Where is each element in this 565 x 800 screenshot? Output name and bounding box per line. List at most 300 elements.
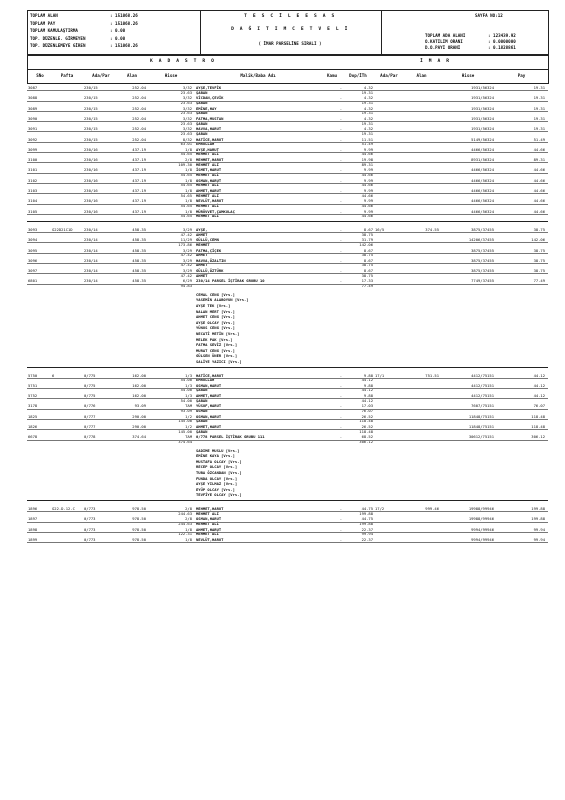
cell-adapar: 0/775 bbox=[84, 372, 96, 378]
cell-pay: 44.66 bbox=[533, 198, 545, 204]
cell-kamu: - bbox=[339, 413, 342, 419]
cell-pay: 38.75 bbox=[533, 247, 545, 253]
cell-alan: 437.19 bbox=[132, 188, 146, 193]
cell-hisse-area: 173.86 bbox=[178, 241, 192, 247]
cell-hisse-frac: 11/29 bbox=[180, 237, 192, 243]
cell-baba: AHMET bbox=[196, 252, 208, 258]
column-header-ada-par: Ada/Par bbox=[380, 73, 398, 78]
row-rule bbox=[27, 253, 548, 254]
cell-alan: 437.19 bbox=[132, 157, 146, 163]
cell-sno: 3097 bbox=[28, 268, 38, 274]
group-separator bbox=[27, 367, 548, 368]
cell-malik: AHMET,HARUT bbox=[196, 424, 222, 429]
row-rule bbox=[27, 173, 548, 174]
cell-pay: 99.94 bbox=[533, 536, 545, 542]
cell-imar-adapar: 16/5 bbox=[375, 226, 385, 232]
heir-name: SALİYE YAZICI [Vrs.] bbox=[196, 358, 242, 364]
cell-hisse-area: 54.00 bbox=[180, 397, 192, 403]
column-header-ada-par: Ada/Par bbox=[92, 73, 110, 78]
row-rule bbox=[27, 111, 548, 112]
summary-left-value: : 0.00 bbox=[110, 35, 126, 41]
cell-imar-hisse: 4466/56324 bbox=[471, 146, 494, 152]
cell-malik: İSMET,HARUT bbox=[196, 167, 222, 173]
cell-sno: 3095 bbox=[28, 247, 38, 253]
cell-dop: 26.52 bbox=[361, 413, 373, 419]
row-rule bbox=[27, 542, 548, 543]
cell-pay: 44.66 bbox=[533, 167, 545, 173]
heir-name: YASEMİN ALABOYUN [Vrs.] bbox=[196, 297, 249, 303]
cell-dop: 68.52 bbox=[361, 434, 373, 440]
cell-malik: AHMET,HARUT bbox=[196, 188, 222, 193]
row-rule bbox=[27, 193, 548, 194]
row-rule bbox=[27, 242, 548, 243]
cell-imar-hisse: 14206/37455 bbox=[468, 237, 494, 243]
row-rule bbox=[27, 409, 548, 410]
column-header-pafta: Pafta bbox=[60, 73, 74, 78]
cell-pay: 199.88 bbox=[531, 506, 545, 511]
cell-hisse-area: 54.65 bbox=[180, 172, 192, 177]
cell-dop-net: 38.75 bbox=[361, 272, 373, 278]
cell-hisse-area: 63.01 bbox=[180, 141, 192, 147]
cell-hisse-frac: 1/8 bbox=[185, 526, 192, 532]
cell-malik: HATİCE,HARUT bbox=[196, 136, 224, 142]
cell-dop: 17.33 bbox=[361, 278, 373, 284]
cell-malik: OSMAN,HARUT bbox=[196, 177, 222, 183]
group-separator bbox=[27, 221, 548, 222]
cell-dop-net: 118.48 bbox=[359, 418, 373, 424]
heir-name: AYŞE YILMAZ [Vrs.] bbox=[196, 481, 238, 487]
cell-imar-hisse: 7607/75151 bbox=[471, 403, 494, 409]
cell-kamu: - bbox=[339, 516, 342, 522]
row-rule bbox=[27, 263, 548, 264]
summary-left-value: : 151068.26 bbox=[110, 13, 138, 18]
summary-left-label: TOPLAM KAMULAŞTIRMA bbox=[30, 28, 78, 33]
cell-adapar: 230/14 bbox=[84, 278, 98, 284]
cell-hisse-area: 122.31 bbox=[178, 531, 192, 537]
cell-baba: EMRULLAH bbox=[196, 141, 215, 147]
cell-dop: 4.32 bbox=[363, 115, 373, 121]
cell-malik: HAVVA,ÖZALTIN bbox=[196, 257, 226, 263]
cell-malik: AYŞE,HARUT bbox=[196, 146, 219, 152]
cell-pay: 142.06 bbox=[531, 237, 545, 243]
cell-hisse-area: 244.63 bbox=[178, 520, 192, 526]
cell-hisse-frac: 1/8 bbox=[185, 208, 192, 214]
cell-dop: 9.88 bbox=[363, 372, 373, 378]
cell-imar-hisse: 4466/56324 bbox=[471, 198, 494, 204]
cell-kamu: - bbox=[339, 536, 342, 542]
cell-adapar: 230/16 bbox=[84, 177, 98, 183]
cell-dop-net: 44.66 bbox=[361, 172, 373, 177]
heir-name: GÜLSEN ÜNER [Vrs.] bbox=[196, 353, 238, 359]
heir-name: EMİNE KAYA [Vrs.] bbox=[196, 453, 235, 459]
heir-name: SADIME MUSLU [Vrs.] bbox=[196, 447, 240, 453]
cell-kamu: - bbox=[339, 198, 342, 204]
cell-alan: 437.19 bbox=[132, 198, 146, 204]
cell-adapar: 230/15 bbox=[84, 115, 98, 121]
cell-hisse-area: 54.65 bbox=[180, 182, 192, 188]
cell-dop-net: 44.12 bbox=[361, 387, 373, 393]
cell-baba: ŞABAN bbox=[196, 387, 208, 393]
cell-dop: 9.99 bbox=[363, 188, 373, 193]
cell-hisse-area: 23.63 bbox=[180, 130, 192, 136]
cell-dop-net: 51.49 bbox=[361, 141, 373, 147]
cell-kamu: - bbox=[339, 257, 342, 263]
cell-sno: 1896 bbox=[28, 506, 38, 511]
cell-hisse-area: 47.42 bbox=[180, 252, 192, 258]
cell-sno: 1898 bbox=[28, 526, 38, 532]
cell-hisse-frac: 3/29 bbox=[182, 268, 192, 274]
cell-hisse-area: 23.63 bbox=[180, 110, 192, 116]
cell-dop: 19.98 bbox=[361, 157, 373, 163]
cell-alan: 458.35 bbox=[132, 268, 146, 274]
row-rule bbox=[27, 214, 548, 215]
cell-hisse-frac: 1/3 bbox=[185, 393, 192, 399]
cell-dop: 9.99 bbox=[363, 177, 373, 183]
cell-kamu: - bbox=[339, 226, 342, 232]
row-rule bbox=[27, 419, 548, 420]
cell-dop-net: 19.31 bbox=[361, 120, 373, 126]
cell-alan: 162.00 bbox=[132, 372, 146, 378]
cell-adapar: 0/773 bbox=[84, 506, 96, 511]
cell-dop: 9.88 bbox=[363, 382, 373, 388]
cell-kamu: - bbox=[339, 136, 342, 142]
cell-dop: 9.99 bbox=[363, 146, 373, 152]
cell-pay: 44.66 bbox=[533, 188, 545, 193]
cell-pay: 38.75 bbox=[533, 268, 545, 274]
section-kadastro: K A D A S T R O bbox=[150, 59, 216, 64]
title-line-3: ( İMAR PARSELİNE SIRALI ) bbox=[258, 41, 322, 46]
cell-pafta: G22.D.12.C bbox=[52, 506, 75, 511]
cell-malik: HAVVA,HARUT bbox=[196, 126, 222, 132]
cell-dop-net: 99.94 bbox=[361, 531, 373, 537]
heir-name: FUNDA OLCAY [Vrs.] bbox=[196, 475, 238, 481]
cell-dop-net: 44.66 bbox=[361, 192, 373, 198]
cell-baba: MEHMET ALİ bbox=[196, 202, 219, 208]
cell-dop-net: 142.06 bbox=[359, 241, 373, 247]
cell-adapar: 230/14 bbox=[84, 268, 98, 274]
cell-alan: 437.19 bbox=[132, 146, 146, 152]
cell-imar-hisse: 4412/75151 bbox=[471, 393, 494, 399]
cell-dop: 26.52 bbox=[361, 424, 373, 429]
cell-kamu: - bbox=[339, 268, 342, 274]
row-rule bbox=[27, 532, 548, 533]
cell-hisse-area: 47.42 bbox=[180, 272, 192, 278]
cell-sno: 6801 bbox=[28, 278, 38, 284]
cell-imar-adapar: 17/1 bbox=[375, 372, 385, 378]
cell-kamu: - bbox=[339, 382, 342, 388]
cell-alan: 162.00 bbox=[132, 382, 146, 388]
cell-kamu: - bbox=[339, 85, 342, 90]
cell-pay: 76.07 bbox=[533, 403, 545, 409]
cell-dop: 4.32 bbox=[363, 95, 373, 101]
cell-hisse-area: 145.00 bbox=[178, 418, 192, 424]
cell-adapar: 230/16 bbox=[84, 188, 98, 193]
cell-alan: 290.00 bbox=[132, 424, 146, 429]
cell-hisse-frac: 3/32 bbox=[182, 85, 192, 90]
cell-sno: 1899 bbox=[28, 536, 38, 542]
cell-dop-net: 89.31 bbox=[361, 161, 373, 167]
row-rule bbox=[27, 273, 548, 274]
heir-name: RECEP OLCAY [Vrs.] bbox=[196, 464, 238, 470]
cell-dop: 11.51 bbox=[361, 136, 373, 142]
cell-hisse-area: 54.65 bbox=[180, 192, 192, 198]
cell-alan: 437.19 bbox=[132, 208, 146, 214]
cell-baba: MEHMET ALİ bbox=[196, 213, 219, 219]
cell-sno: 3102 bbox=[28, 177, 38, 183]
cell-adapar: 0/777 bbox=[84, 424, 96, 429]
cell-malik: HATİCE,HARUT bbox=[196, 372, 224, 378]
cell-dop-net: 38.75 bbox=[361, 231, 373, 237]
cell-hisse-frac: 2/8 bbox=[185, 506, 192, 511]
cell-adapar: 230/16 bbox=[84, 157, 98, 163]
cell-hisse-frac: TAM bbox=[185, 403, 192, 409]
cell-kamu: - bbox=[339, 157, 342, 163]
cell-hisse-area: 244.63 bbox=[178, 510, 192, 516]
cell-malik: 230/14 PARSEL İŞTİRAK GRUBU 10 bbox=[196, 278, 265, 284]
cell-alan: 252.04 bbox=[132, 136, 146, 142]
summary-right-value: : 0.1828861 bbox=[488, 45, 516, 50]
cell-malik: AYŞE,TEVFİK bbox=[196, 85, 222, 90]
cell-alan: 252.04 bbox=[132, 95, 146, 101]
column-header-pay: Pay bbox=[517, 73, 526, 78]
cell-kamu: - bbox=[339, 434, 342, 440]
cell-malik: AHMET,HARUT bbox=[196, 526, 222, 532]
cell-adapar: 230/14 bbox=[84, 226, 98, 232]
cell-adapar: 0/775 bbox=[84, 393, 96, 399]
cell-alan: 93.09 bbox=[134, 403, 146, 409]
cell-dop: 8.67 bbox=[363, 226, 373, 232]
cell-dop-net: 118.48 bbox=[359, 428, 373, 434]
cell-dop-net: 199.88 bbox=[359, 520, 373, 526]
cell-dop: 8.67 bbox=[363, 247, 373, 253]
cell-alan: 458.35 bbox=[132, 226, 146, 232]
summary-right-label: D.O.PAYI ORANI bbox=[425, 45, 461, 50]
cell-pay: 19.31 bbox=[533, 85, 545, 90]
cell-malik: FATMA,ÇİÇEK bbox=[196, 247, 222, 253]
cell-adapar: 230/15 bbox=[84, 95, 98, 101]
cell-pay: 118.48 bbox=[531, 424, 545, 429]
row-rule bbox=[27, 152, 548, 153]
cell-imar-hisse: 1931/56324 bbox=[471, 95, 494, 101]
heir-name: MELEK PAK [Vrs.] bbox=[196, 336, 233, 342]
cell-kamu: - bbox=[339, 188, 342, 193]
cell-baba: MEHMET ALİ bbox=[196, 531, 219, 537]
cell-hisse-frac: 3/32 bbox=[182, 115, 192, 121]
cell-alan: 458.35 bbox=[132, 247, 146, 253]
cell-hisse-frac: 8/32 bbox=[182, 136, 192, 142]
cell-dop-net: 199.88 bbox=[359, 510, 373, 516]
cell-imar-hisse: 4412/75151 bbox=[471, 372, 494, 378]
cell-pay: 38.75 bbox=[533, 257, 545, 263]
cell-hisse-area: 23.63 bbox=[180, 99, 192, 105]
cell-imar-hisse: 1931/56324 bbox=[471, 115, 494, 121]
cell-pafta: 6 bbox=[52, 372, 55, 378]
heir-name: AYŞE OLCAY [Vrs.] bbox=[196, 319, 235, 325]
cell-baba: MEHMET ALİ bbox=[196, 172, 219, 177]
cell-baba: ŞABAN bbox=[196, 110, 208, 116]
cell-hisse-area: 23.63 bbox=[180, 120, 192, 126]
cell-hisse-frac: 1/8 bbox=[185, 177, 192, 183]
cell-adapar: 230/14 bbox=[84, 247, 98, 253]
cell-dop-net: 44.66 bbox=[361, 182, 373, 188]
cell-dop: 8.67 bbox=[363, 268, 373, 274]
cell-adapar: 230/14 bbox=[84, 257, 98, 263]
cell-imar-hisse: 30612/75151 bbox=[468, 434, 494, 440]
cell-hisse-area: 93.09 bbox=[180, 408, 192, 413]
cell-sno: 3104 bbox=[28, 198, 38, 204]
cell-kamu: - bbox=[339, 424, 342, 429]
cell-imar-hisse: 4466/56324 bbox=[471, 167, 494, 173]
cell-imar-alan: 999.46 bbox=[425, 506, 439, 511]
cell-pay: 44.12 bbox=[533, 382, 545, 388]
cell-hisse-frac: 1/3 bbox=[185, 382, 192, 388]
cell-adapar: 230/15 bbox=[84, 85, 98, 90]
cell-alan: 978.50 bbox=[132, 526, 146, 532]
cell-pay: 199.88 bbox=[531, 516, 545, 522]
cell-adapar: 0/773 bbox=[84, 516, 96, 522]
row-rule bbox=[27, 398, 548, 399]
cell-hisse-area: 374.64 bbox=[178, 438, 192, 444]
cell-hisse-frac: 1/2 bbox=[185, 413, 192, 419]
heir-name: FATMA SEVİZ [Vrs.] bbox=[196, 342, 238, 348]
cell-malik: MEHMET,HARUT bbox=[196, 506, 224, 511]
cell-pay: 99.94 bbox=[533, 526, 545, 532]
cell-alan: 252.04 bbox=[132, 115, 146, 121]
cell-imar-hisse: 1931/56324 bbox=[471, 85, 494, 90]
cell-pay: 89.31 bbox=[533, 157, 545, 163]
row-rule bbox=[27, 162, 548, 163]
cell-hisse-frac: 1/8 bbox=[185, 146, 192, 152]
cell-kamu: - bbox=[339, 167, 342, 173]
cell-hisse-area: 47.42 bbox=[180, 231, 192, 237]
cell-dop: 17.03 bbox=[361, 403, 373, 409]
cell-sno: 1826 bbox=[28, 424, 38, 429]
row-rule bbox=[27, 440, 548, 441]
cell-sno: 3090 bbox=[28, 115, 38, 121]
cell-pay: 77.49 bbox=[533, 278, 545, 284]
cell-pay: 19.31 bbox=[533, 115, 545, 121]
cell-baba: ŞABAN bbox=[196, 397, 208, 403]
cell-hisse-area: 54.00 bbox=[180, 387, 192, 393]
cell-hisse-frac: 1/2 bbox=[185, 424, 192, 429]
cell-hisse-area: 109.30 bbox=[178, 161, 192, 167]
cell-kamu: - bbox=[339, 247, 342, 253]
cell-sno: 3087 bbox=[28, 85, 38, 90]
header-bottom-rule bbox=[27, 83, 548, 84]
cell-malik: NEVLÜT,HARUT bbox=[196, 198, 224, 204]
title-line-2: D A Ğ I T I M C E T V E L İ bbox=[231, 27, 349, 32]
cell-malik: NEVLÜT,HARUT bbox=[196, 536, 224, 542]
row-rule bbox=[27, 101, 548, 102]
cell-adapar: 230/14 bbox=[84, 237, 98, 243]
heir-name: NECATİ METİN [Vrs.] bbox=[196, 330, 240, 336]
cell-dop: 22.37 bbox=[361, 536, 373, 542]
cell-pay: 51.49 bbox=[533, 136, 545, 142]
cell-hisse-frac: 3/29 bbox=[182, 247, 192, 253]
cell-hisse-frac: 2/8 bbox=[185, 157, 192, 163]
cell-baba: AHMET bbox=[196, 231, 208, 237]
cell-imar-hisse: 1931/56324 bbox=[471, 105, 494, 111]
cell-sno: 5752 bbox=[28, 393, 38, 399]
cell-sno: 3101 bbox=[28, 167, 38, 173]
cell-dop-net: 44.66 bbox=[361, 151, 373, 157]
cell-dop-net: 19.31 bbox=[361, 99, 373, 105]
cell-malik: FATMA,MUSTAN bbox=[196, 115, 224, 121]
cell-imar-hisse: 3875/37455 bbox=[471, 257, 494, 263]
cell-adapar: 230/15 bbox=[84, 105, 98, 111]
cell-malik: AYŞE, bbox=[196, 226, 208, 232]
cell-kamu: - bbox=[339, 126, 342, 132]
cell-dop: 8.67 bbox=[363, 257, 373, 263]
cell-dop-net: 19.31 bbox=[361, 89, 373, 95]
cell-alan: 252.04 bbox=[132, 85, 146, 90]
cell-kamu: - bbox=[339, 105, 342, 111]
heir-name: MURAT CENG [Vrs.] bbox=[196, 347, 235, 353]
cell-baba: MEHMET ALİ bbox=[196, 510, 219, 516]
cell-kamu: - bbox=[339, 278, 342, 284]
cell-dop-net: 77.49 bbox=[361, 283, 373, 288]
cell-malik: VİCDAN,ÇEVİK bbox=[196, 95, 224, 101]
cell-hisse-area: 54.65 bbox=[180, 202, 192, 208]
cell-sno: 3099 bbox=[28, 146, 38, 152]
cell-alan: 437.19 bbox=[132, 167, 146, 173]
cell-imar-hisse: 3875/37455 bbox=[471, 247, 494, 253]
cell-hisse-frac: 1/8 bbox=[185, 198, 192, 204]
cell-malik: OSMAN,HARUT bbox=[196, 413, 222, 419]
cell-kamu: - bbox=[339, 372, 342, 378]
cell-baba: EMRULLAH bbox=[196, 377, 215, 383]
column-header-kamu: Kamu bbox=[326, 73, 338, 78]
cell-adapar: 0/775 bbox=[84, 382, 96, 388]
cell-hisse-area: 145.00 bbox=[178, 428, 192, 434]
cell-kamu: - bbox=[339, 526, 342, 532]
cell-alan: 162.00 bbox=[132, 393, 146, 399]
cell-imar-hisse: 3875/37455 bbox=[471, 268, 494, 274]
cell-imar-hisse: 4466/56324 bbox=[471, 208, 494, 214]
cell-alan: 437.19 bbox=[132, 177, 146, 183]
cell-pay: 44.12 bbox=[533, 393, 545, 399]
row-rule bbox=[27, 511, 548, 512]
cell-dop: 22.37 bbox=[361, 526, 373, 532]
cell-baba: OSMAN bbox=[196, 408, 208, 413]
cell-pay: 306.12 bbox=[531, 434, 545, 440]
cell-dop: 9.99 bbox=[363, 167, 373, 173]
cell-imar-hisse: 4412/75151 bbox=[471, 382, 494, 388]
column-header-sno: SNo bbox=[36, 73, 44, 78]
column-header-alan: Alan bbox=[416, 73, 427, 78]
cell-alan: 290.00 bbox=[132, 413, 146, 419]
cell-baba: ŞABAN bbox=[196, 130, 208, 136]
cell-dop-net: 44.12 bbox=[361, 377, 373, 383]
cell-dop-net: 38.75 bbox=[361, 252, 373, 258]
cell-hisse-area: 54.65 bbox=[180, 213, 192, 219]
cell-sno: 5751 bbox=[28, 382, 38, 388]
cell-malik: GÜLLÜ,CEMN bbox=[196, 237, 219, 243]
row-rule bbox=[27, 131, 548, 132]
cell-kamu: - bbox=[339, 393, 342, 399]
row-rule bbox=[27, 142, 548, 143]
column-header-dop-i-th: Dop/İTh bbox=[349, 73, 367, 78]
cell-imar-hisse: 4466/56324 bbox=[471, 177, 494, 183]
row-rule bbox=[27, 183, 548, 184]
cell-sno: 3103 bbox=[28, 188, 38, 193]
cell-baba: MEHMET ALİ bbox=[196, 161, 219, 167]
cell-malik: 0/778 PARSEL İŞTİRAK GRUBU 111 bbox=[196, 434, 265, 440]
cell-pay: 44.66 bbox=[533, 208, 545, 214]
cell-kamu: - bbox=[339, 403, 342, 409]
cell-pay: 44.12 bbox=[533, 372, 545, 378]
summary-left-value: : 151068.26 bbox=[110, 20, 138, 26]
